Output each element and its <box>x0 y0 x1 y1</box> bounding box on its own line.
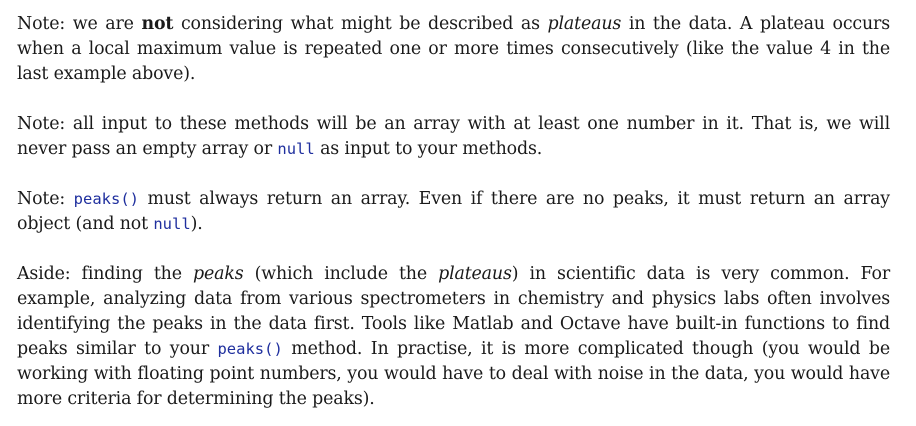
note-return-text-1: Note: <box>17 189 74 209</box>
peaks-method-code: peaks() <box>73 190 139 208</box>
note-plateaus-text-2: considering what might be described as <box>173 14 548 34</box>
plateaus-term: plateaus <box>438 264 512 284</box>
peaks-method-code: peaks() <box>217 340 283 358</box>
note-return-paragraph <box>17 187 890 237</box>
aside-paragraph <box>17 262 890 412</box>
null-code: null <box>153 215 191 233</box>
aside-text-3: ) in scientific data is very common. For example, analyzing data from various spectrometers in chemistry and physics labs often involves identifying the peaks in the data first. Tools like Matlab and Octave have built-in functions to find peaks similar to your <box>17 264 891 359</box>
note-plateaus-text-1: Note: we are <box>17 14 142 34</box>
note-return-text-3: ). <box>190 214 203 234</box>
note-plateaus-paragraph <box>17 12 890 87</box>
aside-text-2: (which include the <box>243 264 439 284</box>
note-input-text-1: Note: all input to these methods will be an array with at least one number in it. That is, we will never pass an empty array or <box>17 114 890 159</box>
null-code: null <box>277 140 315 158</box>
plateaus-term: plateaus <box>547 14 622 34</box>
document-page <box>17 12 890 412</box>
not-emphasis: not <box>141 14 174 34</box>
aside-text-1: Aside: finding the <box>17 264 193 284</box>
peaks-term: peaks <box>192 264 244 284</box>
note-input-text-2: as input to your methods. <box>314 139 543 159</box>
note-plateaus-text-3: in the data. A plateau occurs when a local maximum value is repeated one or more times consecutively (like the value 4 in the last example above). <box>17 14 890 84</box>
aside-text-4: method. In practise, it is more complicated though (you would be working with floating point numbers, you would have to deal with noise in the data, you would have more criteria for determining the peaks). <box>17 339 890 409</box>
note-input-paragraph <box>17 112 890 162</box>
note-return-text-2: must always return an array. Even if there are no peaks, it must return an array object (and not <box>17 189 890 234</box>
